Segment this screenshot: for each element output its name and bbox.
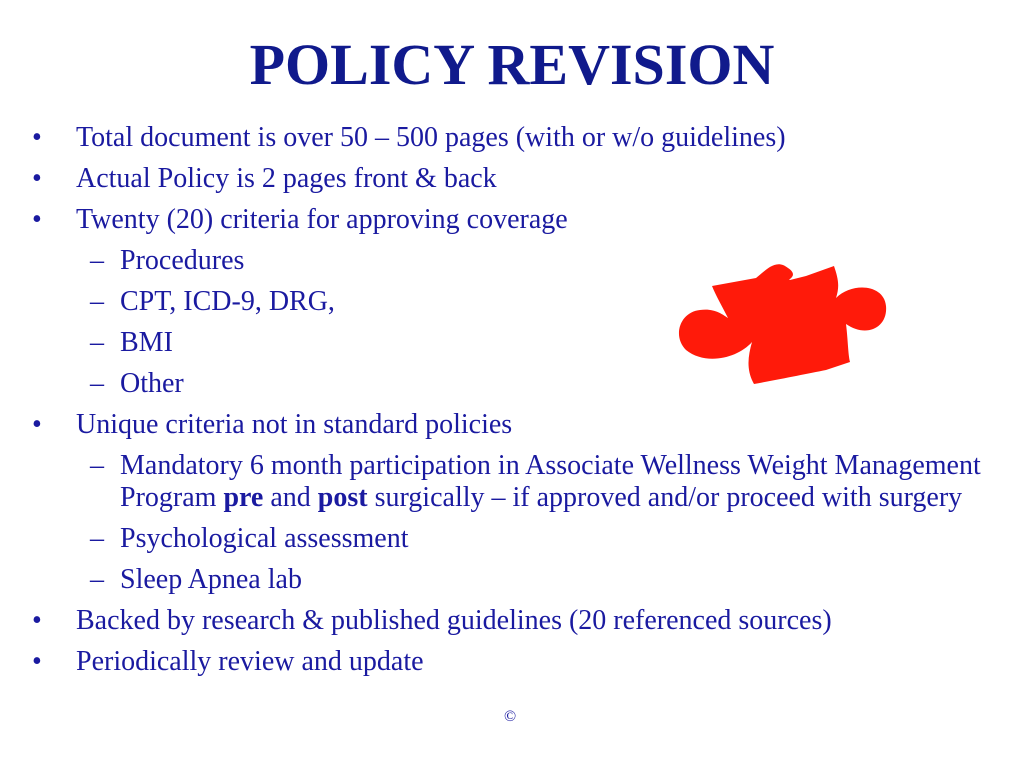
bullet-marker: • <box>32 163 42 194</box>
bullet-marker: • <box>32 646 42 677</box>
bullet-item <box>32 605 1007 637</box>
sub-text: Sleep Apnea lab <box>120 564 302 595</box>
sub-marker: – <box>90 286 104 317</box>
bullet-list <box>32 122 1007 687</box>
sub-item <box>76 450 1007 514</box>
bullet-text: Backed by research & published guidelines (20 referenced sources) <box>76 605 832 636</box>
bullet-item <box>32 122 1007 154</box>
sub-marker: – <box>90 368 104 399</box>
bullet-marker: • <box>32 204 42 235</box>
bullet-marker: • <box>32 122 42 153</box>
sub-text-part: and <box>263 482 318 513</box>
bullet-item <box>32 646 1007 678</box>
bullet-text: Total document is over 50 – 500 pages (with or w/o guidelines) <box>76 122 786 153</box>
sub-text: BMI <box>120 327 173 358</box>
sub-list <box>76 450 1007 596</box>
sub-text-part: Mandatory 6 month participation in Associate Wellness Weight Management Program <box>120 450 981 513</box>
puzzle-piece-icon <box>676 258 896 388</box>
bullet-marker: • <box>32 409 42 440</box>
copyright-symbol: © <box>504 708 517 725</box>
sub-marker: – <box>90 450 104 481</box>
bullet-item <box>32 163 1007 195</box>
sub-text-part: surgically – if approved and/or proceed with surgery <box>367 482 963 513</box>
bullet-text: Twenty (20) criteria for approving coverage <box>76 204 568 235</box>
sub-item <box>76 564 1007 596</box>
sub-text: Procedures <box>120 245 245 276</box>
slide-title: POLICY REVISION <box>249 32 775 97</box>
bullet-text: Periodically review and update <box>76 646 424 677</box>
bullet-text: Unique criteria not in standard policies <box>76 409 513 440</box>
sub-text: Other <box>120 368 184 399</box>
sub-item <box>76 523 1007 555</box>
bullet-item <box>32 409 1007 596</box>
sub-marker: – <box>90 564 104 595</box>
sub-marker: – <box>90 327 104 358</box>
sub-text-bold: post <box>317 482 368 513</box>
puzzle-piece-shape <box>679 264 886 384</box>
sub-text: Psychological assessment <box>120 523 409 554</box>
sub-marker: – <box>90 245 104 276</box>
sub-text: CPT, ICD-9, DRG, <box>120 286 335 317</box>
sub-text-bold: pre <box>223 482 264 513</box>
sub-marker: – <box>90 523 104 554</box>
bullet-marker: • <box>32 605 42 636</box>
bullet-text: Actual Policy is 2 pages front & back <box>76 163 497 194</box>
